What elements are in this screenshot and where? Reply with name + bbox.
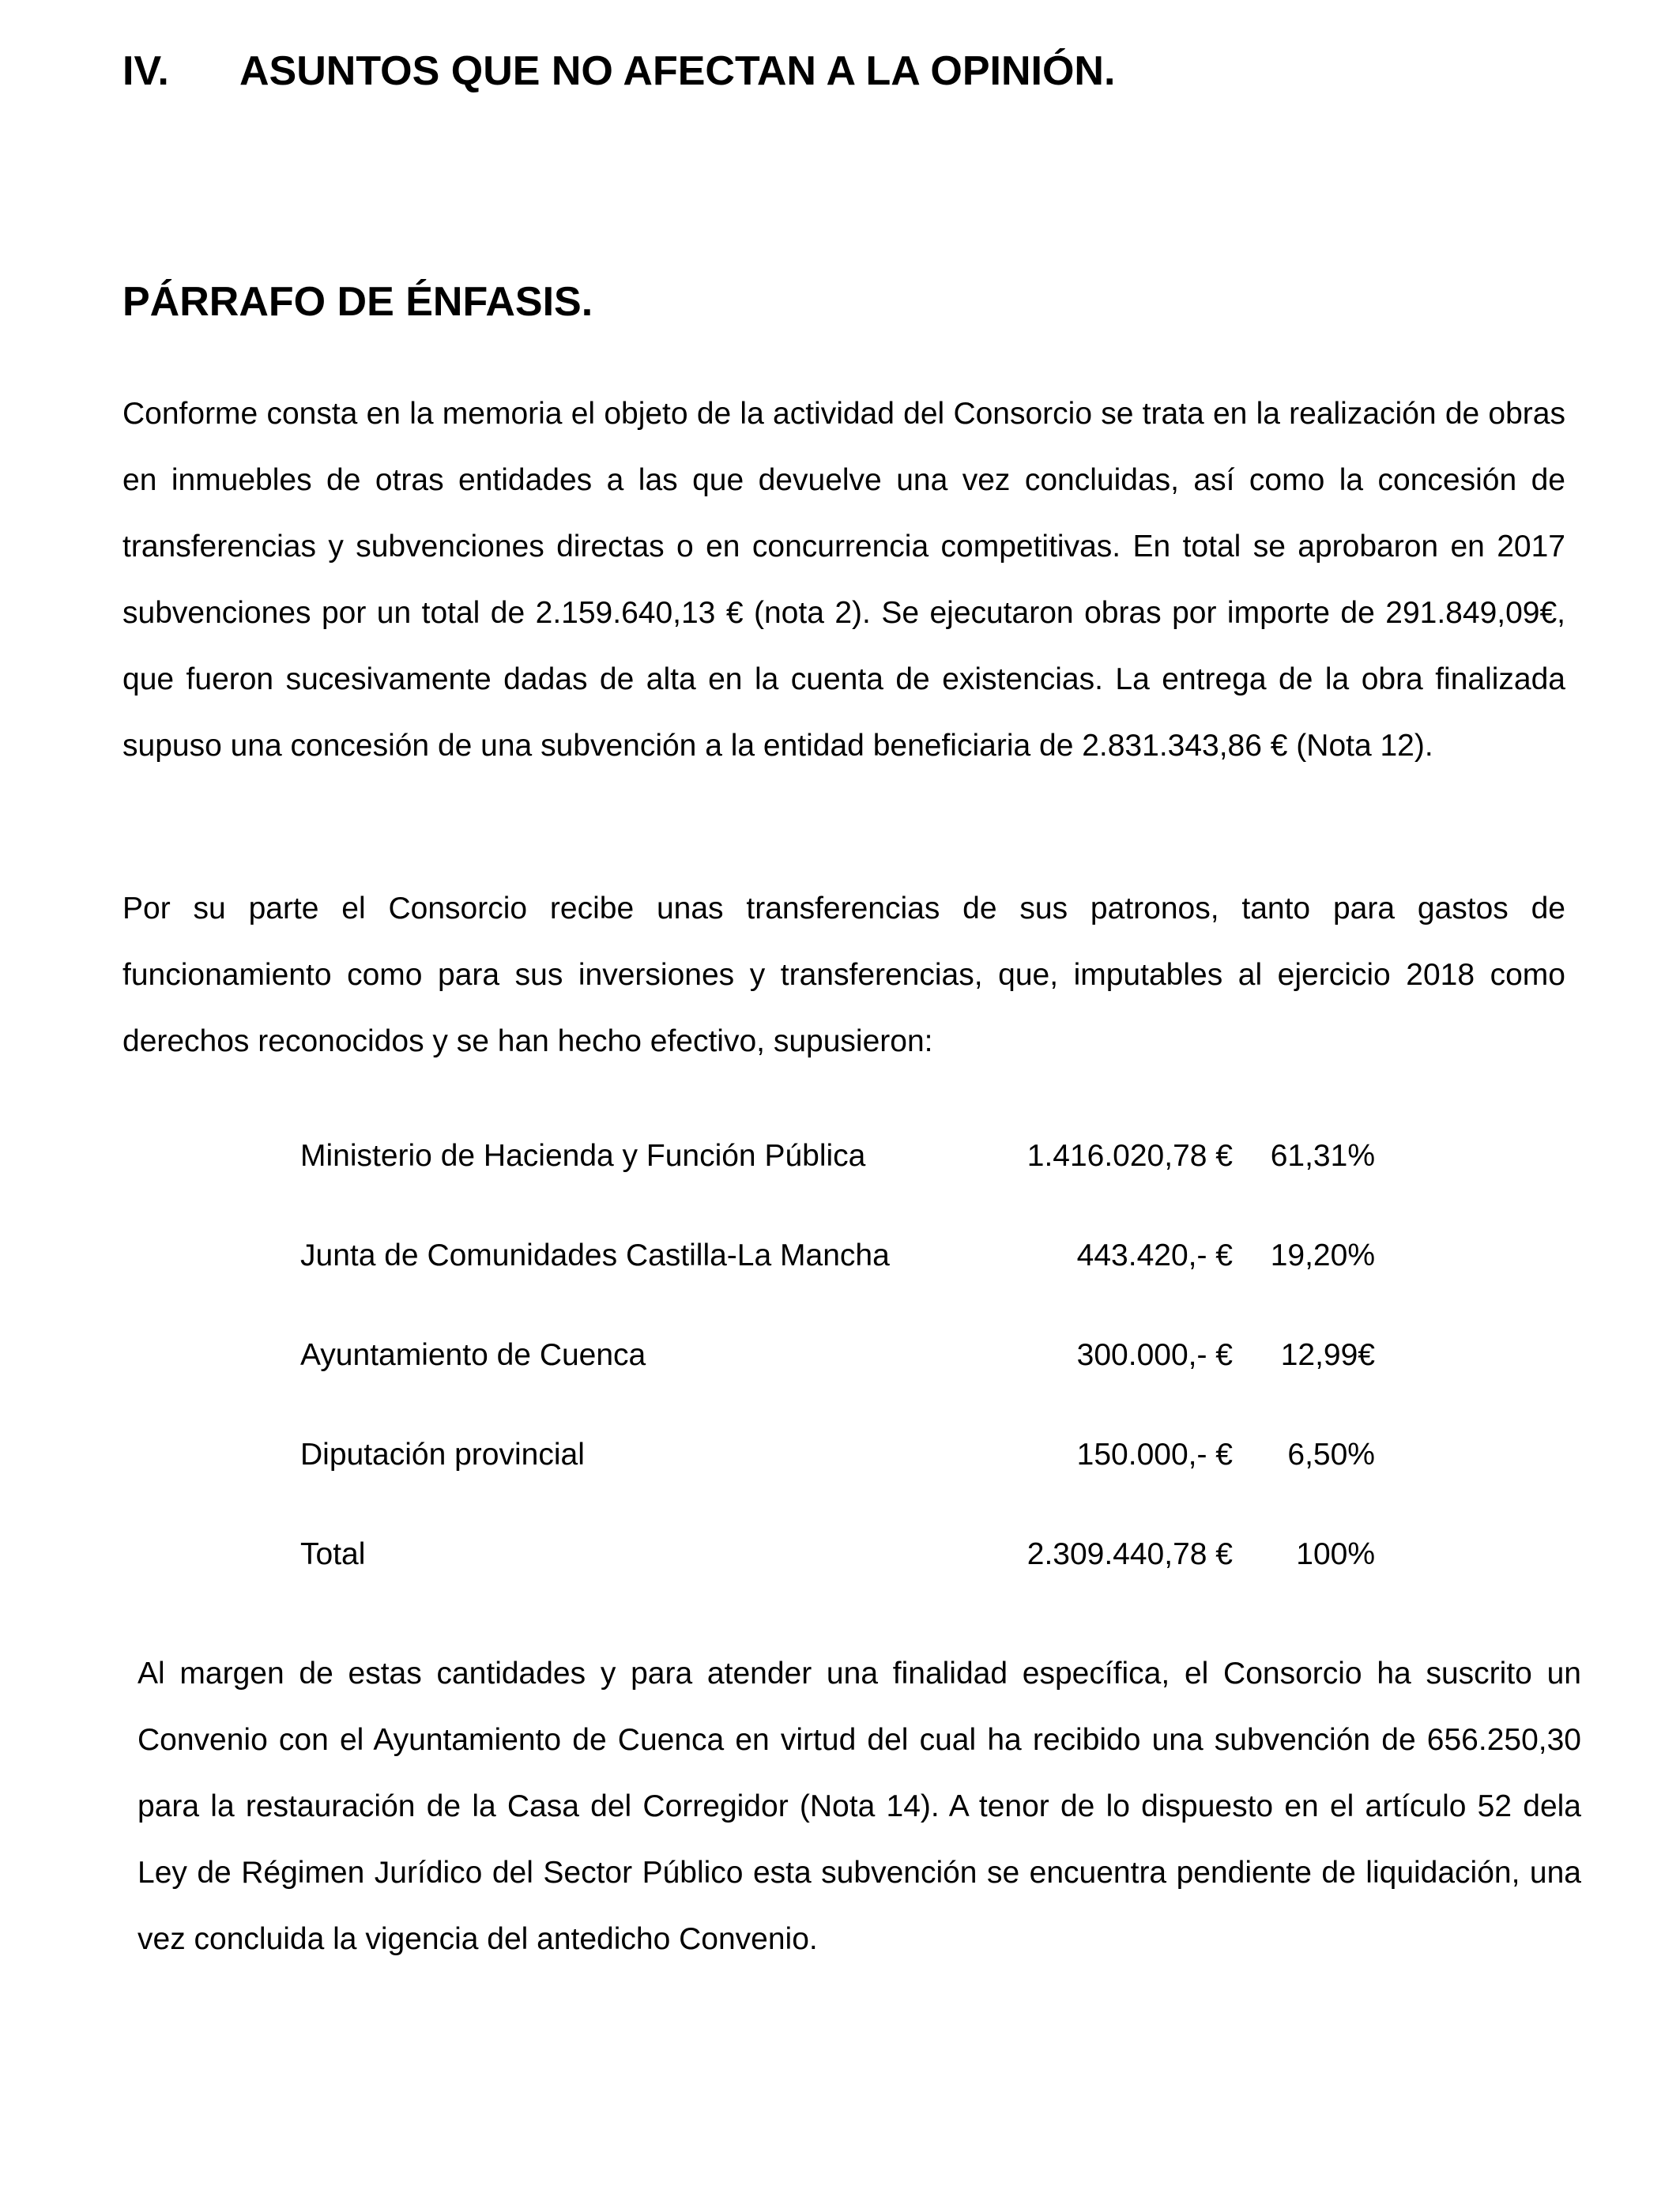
total-percent: 100% (1296, 1537, 1375, 1571)
section-title: ASUNTOS QUE NO AFECTAN A LA OPINIÓN. (239, 48, 1116, 94)
entity-name: Diputación provincial (300, 1438, 585, 1472)
paragraph-activity-description: Conforme consta en la memoria el objeto de la actividad del Consorcio se trata en la realización de obras en inmuebles de otras entidades a las que devuelve una vez concluidas, así como la concesión de transferencias y subvenciones directas o en concurrencia competitivas. En total se aprobaron en 2017 subvenciones por un total de 2.159.640,13 € (nota 2). Se ejecutaron obras por importe de 291.849,09€, que fueron sucesivamente dadas de alta en la cuenta de existencias. La entrega de la obra finalizada supuso una concesión de una subvención a la entidad beneficiaria de 2.831.343,86 € (Nota 12). (122, 397, 1565, 763)
entity-amount: 1.416.020,78 € (1026, 1139, 1233, 1173)
entity-amount: 443.420,- € (1076, 1238, 1233, 1272)
section-number: IV. (122, 48, 169, 94)
entity-percent: 6,50% (1287, 1438, 1375, 1472)
entity-name: Ayuntamiento de Cuenca (300, 1338, 646, 1372)
entity-name: Junta de Comunidades Castilla-La Mancha (300, 1238, 890, 1272)
entity-amount: 300.000,- € (1076, 1338, 1233, 1372)
table-row (300, 1206, 1375, 1306)
subsection-heading: PÁRRAFO DE ÉNFASIS. (122, 279, 593, 325)
entity-name: Ministerio de Hacienda y Función Pública (300, 1139, 866, 1173)
entity-percent: 12,99€ (1280, 1338, 1375, 1372)
total-amount: 2.309.440,78 € (1026, 1537, 1233, 1571)
total-label: Total (300, 1537, 366, 1571)
table-total-row (300, 1505, 1375, 1604)
table-row (300, 1306, 1375, 1405)
table-row (300, 1405, 1375, 1505)
entity-amount: 150.000,- € (1076, 1438, 1233, 1472)
table-row (300, 1106, 1375, 1206)
entity-percent: 61,31% (1270, 1139, 1375, 1173)
entity-percent: 19,20% (1270, 1238, 1375, 1272)
paragraph-patron-transfers: Por su parte el Consorcio recibe unas transferencias de sus patronos, tanto para gastos de funcionamiento como para sus inversiones y transferencias, que, imputables al ejercicio 2018 como derechos reconocidos y se han hecho efectivo, supusieron: (122, 892, 1565, 1058)
paragraph-convenio: Al margen de estas cantidades y para atender una finalidad específica, el Consorcio ha suscrito un Convenio con el Ayuntamiento de Cuenca en virtud del cual ha recibido una subvención de 656.250,30 para la restauración de la Casa del Corregidor (Nota 14). A tenor de lo dispuesto en el artículo 52 dela Ley de Régimen Jurídico del Sector Público esta subvención se encuentra pendiente de liquidación, una vez concluida la vigencia del antedicho Convenio. (137, 1657, 1581, 1956)
section-heading (122, 40, 1115, 103)
funding-table (300, 1106, 1375, 1604)
